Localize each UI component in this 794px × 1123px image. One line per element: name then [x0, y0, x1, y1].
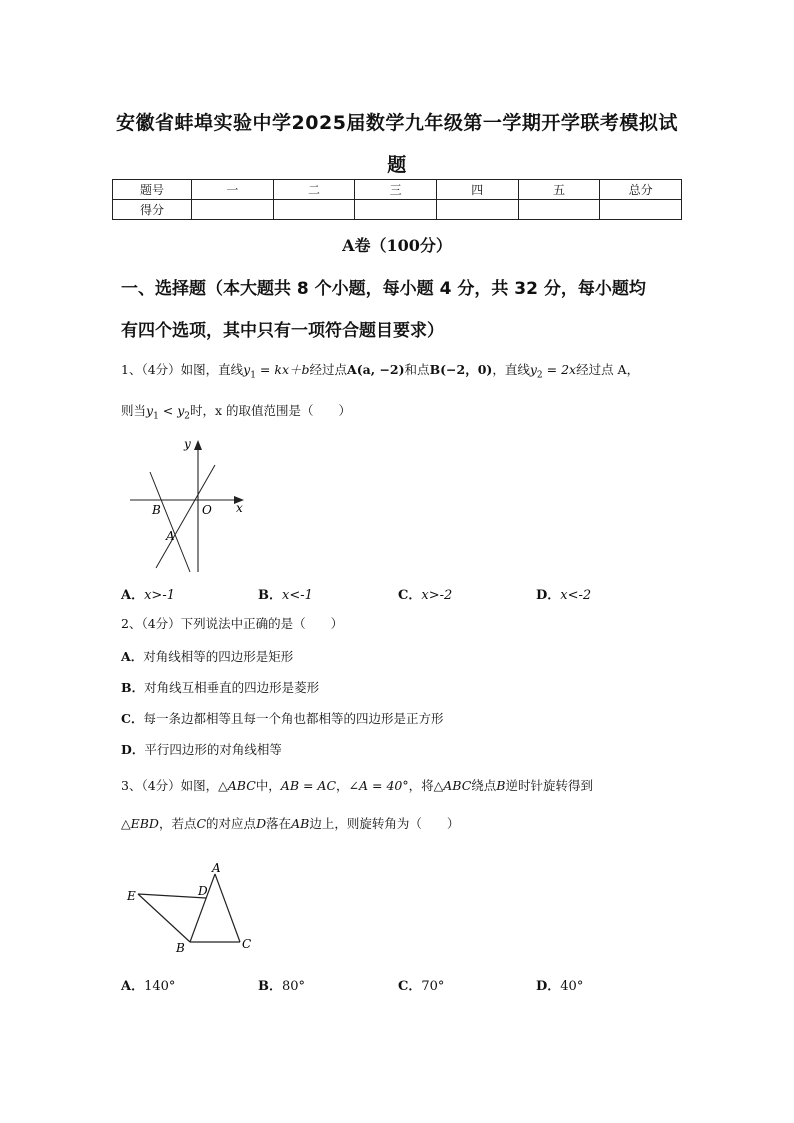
q3-stem-line2: [121, 814, 459, 832]
option-letter: C．: [398, 588, 422, 603]
q3-option-b: [258, 975, 305, 994]
score-table-score-row: [113, 200, 682, 220]
q3-angle: ∠A = 40°: [348, 778, 409, 793]
q1-eq1: kx＋b: [274, 362, 310, 377]
point-b-label: B: [152, 503, 161, 517]
page-title: 安徽省蚌埠实验中学2025届数学九年级第一学期开学联考模拟试: [116, 112, 678, 134]
score-cell: 总分: [600, 180, 682, 200]
option-letter: C．: [398, 979, 422, 994]
q3-text: ，若点: [158, 816, 197, 831]
q3-text: ，: [336, 778, 349, 793]
choice-text: 平行四边形的对角线相等: [144, 742, 282, 757]
q3-segment-ab: AB: [291, 816, 310, 831]
q3-option-d: [536, 975, 583, 994]
option-value: x>-2: [421, 588, 453, 603]
y-axis-label: y: [184, 437, 191, 451]
score-cell: 题号: [113, 180, 192, 200]
paper-a-label: A卷（100分）: [342, 236, 452, 255]
choice-text: 对角线相等的四边形是矩形: [143, 649, 294, 664]
q1-stem-line2: 则当$y_1 < y_2$时，x 的取值范围是（ ）: [121, 403, 352, 422]
q1-prefix: 1、（4分）如图，直线: [121, 362, 244, 377]
q3-option-c: [398, 975, 444, 994]
vertex-c-label: C: [242, 937, 252, 951]
option-value: 40°: [560, 979, 584, 994]
score-input-cell: [436, 200, 518, 220]
q1-stem-line1: 1、（4分）如图，直线$y_1 = kx+b$经过点A(a, −2)和点B(−2，0)，直线$y_2 = 2x$经过点 A，: [121, 362, 640, 381]
choice-letter: A．: [121, 649, 144, 664]
score-table: [112, 179, 682, 220]
option-value: 70°: [421, 979, 445, 994]
q1-eq2: 2x: [561, 362, 577, 377]
q1-line2-post: 时，x 的取值范围是（ ）: [190, 403, 352, 418]
option-letter: A．: [121, 588, 145, 603]
score-input-cell: [600, 200, 682, 220]
option-value: 140°: [144, 979, 176, 994]
q3-text: ，将: [408, 778, 434, 793]
q1-option-a: [121, 584, 175, 603]
segment-eb: [138, 894, 190, 942]
q3-triangle-abc: △ABC: [218, 778, 256, 793]
option-letter: B．: [258, 979, 282, 994]
q3-point-c: C: [196, 816, 207, 831]
x-axis-label: x: [236, 501, 243, 515]
score-input-cell: [273, 200, 355, 220]
option-letter: D．: [536, 588, 561, 603]
score-cell: 五: [518, 180, 600, 200]
option-value: x<-2: [560, 588, 592, 603]
q3-text: 3、（4分）如图，: [121, 778, 219, 793]
score-cell: 得分: [113, 200, 192, 220]
q3-triangle-figure: [122, 860, 262, 960]
choice-letter: D．: [121, 742, 145, 757]
choice-text: 对角线互相垂直的四边形是菱形: [144, 680, 320, 695]
score-cell: 三: [355, 180, 437, 200]
option-letter: B．: [258, 588, 282, 603]
q1-line2-pre: 则当: [121, 403, 147, 418]
choice-text: 每一条边都相等且每一个角也都相等的四边形是正方形: [143, 711, 444, 726]
q3-option-a: [121, 975, 175, 994]
q3-stem-line1: [121, 776, 593, 794]
q3-equal-sides: AB = AC: [280, 778, 337, 793]
section-heading: 一、选择题（本大题共 8 个小题，每小题 4 分，共 32 分，每小题均: [121, 279, 646, 299]
section-heading-continued: 有四个选项，其中只有一项符合题目要求）: [121, 321, 444, 341]
option-value: 80°: [282, 979, 306, 994]
q1-option-d: [536, 584, 591, 603]
q1-mid1: 经过点: [309, 362, 348, 377]
q2-choice-c: [121, 709, 443, 727]
vertex-a-label: A: [212, 861, 221, 875]
q3-text: 绕点: [471, 778, 497, 793]
score-input-cell: [192, 200, 274, 220]
q1-mid2: 和点: [404, 362, 430, 377]
vertex-e-label: E: [127, 889, 136, 903]
origin-label: O: [202, 503, 212, 517]
option-letter: A．: [121, 979, 145, 994]
y-axis-arrow-icon: [194, 440, 202, 450]
q2-choice-a: [121, 647, 293, 665]
q1-point-b: B(−2，0): [429, 362, 493, 377]
line-y1: [150, 472, 190, 572]
option-letter: D．: [536, 979, 561, 994]
vertex-d-label: D: [198, 884, 208, 898]
vertex-b-label: B: [176, 941, 185, 955]
score-cell: 二: [273, 180, 355, 200]
q2-stem: 2、（4分）下列说法中正确的是（ ）: [121, 616, 344, 631]
page-title-continued: 题: [387, 154, 407, 176]
score-table-header-row: [113, 180, 682, 200]
choice-letter: B．: [121, 680, 145, 695]
segment-ed: [138, 894, 206, 898]
q1-mid3: ，直线: [492, 362, 530, 377]
score-cell: 一: [192, 180, 274, 200]
point-a-label: A: [166, 529, 175, 543]
score-input-cell: [518, 200, 600, 220]
q1-option-c: [398, 584, 452, 603]
q2-choice-d: [121, 740, 282, 758]
segment-ac: [215, 874, 240, 942]
q1-point-a: A(a, −2): [347, 362, 405, 377]
q1-mid4: 经过点 A，: [576, 362, 640, 377]
score-cell: 四: [436, 180, 518, 200]
q3-triangle-abc: △ABC: [433, 778, 472, 793]
q3-text: 逆时针旋转得到: [505, 778, 593, 793]
q3-point-b: B: [496, 778, 506, 793]
option-value: x<-1: [282, 588, 313, 603]
q3-text: 边上，则旋转角为（ ）: [309, 816, 460, 831]
score-input-cell: [355, 200, 437, 220]
q3-triangle-ebd: △EBD: [121, 816, 159, 831]
q1-coordinate-figure: [120, 432, 260, 577]
q3-point-d: D: [256, 816, 267, 831]
option-value: x>-1: [144, 588, 175, 603]
choice-letter: C．: [121, 711, 144, 726]
q2-choice-b: [121, 678, 319, 696]
q3-text: 的对应点: [206, 816, 257, 831]
q3-text: 落在: [266, 816, 292, 831]
q1-option-b: [258, 584, 313, 603]
q3-text: 中，: [255, 778, 281, 793]
